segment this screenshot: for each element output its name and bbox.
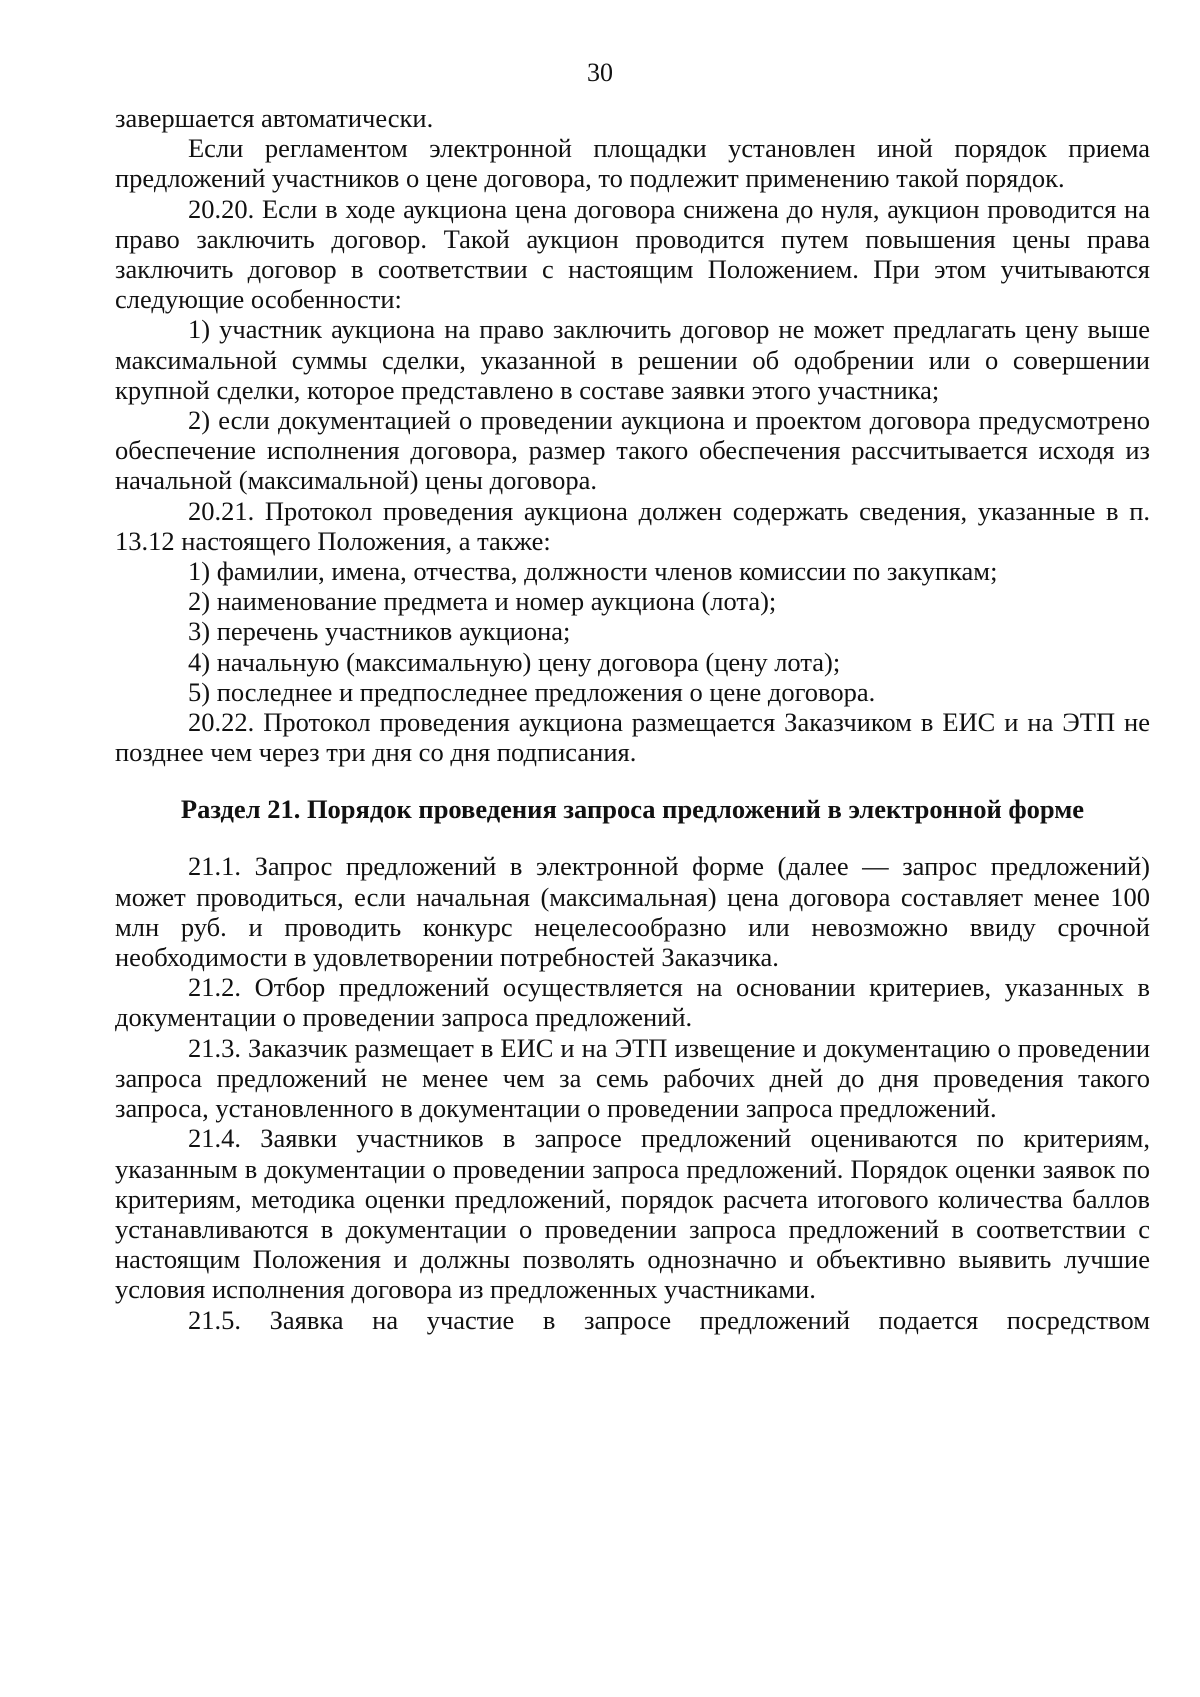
page-number: 30 (587, 58, 613, 87)
paragraph: 20.20. Если в ходе аукциона цена договора снижена до нуля, аукцион проводится на право заключить договор. Такой аукцион проводится путем повышения цены права заключить договор в соответствии с настоящим Положением. При этом учитываются следующие особенности: (115, 193, 1150, 315)
paragraph: 20.21. Протокол проведения аукциона должен содержать сведения, указанные в п. 13.12 настоящего Положения, а также: (115, 495, 1150, 556)
paragraph: 21.5. Заявка на участие в запросе предложений подается посредством (188, 1304, 1150, 1335)
paragraph: 1) фамилии, имена, отчества, должности членов комиссии по закупкам; (188, 556, 998, 587)
section-heading: Раздел 21. Порядок проведения запроса предложений в электронной форме (180, 794, 1085, 825)
paragraph: 20.22. Протокол проведения аукциона размещается Заказчиком в ЕИС и на ЭТП не позднее чем через три дня со дня подписания. (115, 707, 1150, 768)
paragraphs-before-section (115, 103, 1150, 767)
paragraph: 4) начальную (максимальную) цену договора (цену лота); (188, 646, 841, 677)
document-body (115, 103, 1150, 1335)
paragraph: Если регламентом электронной площадки установлен иной порядок приема предложений участников о цене договора, то подлежит применению такой порядок. (115, 133, 1150, 194)
paragraphs-after-section (115, 851, 1150, 1334)
paragraph: завершается автоматически. (115, 103, 434, 133)
paragraph: 21.4. Заявки участников в запросе предложений оцениваются по критериям, указанным в документации о проведении запроса предложений. Порядок оценки заявок по критериям, методика оценки предложений, порядок расчета итогового количества баллов устанавливаются в документации о проведении запроса предложений в соответствии с настоящим Положения и должны позволять однозначно и объективно выявить лучшие условия исполнения договора из предложенных участниками. (115, 1123, 1150, 1305)
paragraph: 21.3. Заказчик размещает в ЕИС и на ЭТП извещение и документацию о проведении запроса предложений не менее чем за семь рабочих дней до дня проведения такого запроса, установленного в документации о проведении запроса предложений. (115, 1032, 1150, 1124)
paragraph: 21.2. Отбор предложений осуществляется на основании критериев, указанных в документации о проведении запроса предложений. (115, 972, 1150, 1033)
paragraph: 3) перечень участников аукциона; (188, 616, 571, 647)
paragraph: 21.1. Запрос предложений в электронной форме (далее — запрос предложений) может проводиться, если начальная (максимальная) цена договора составляет менее 100 млн руб. и проводить конкурс нецелесообразно или невозможно ввиду срочной необходимости в удовлетворении потребностей Заказчика. (115, 851, 1150, 973)
paragraph: 1) участник аукциона на право заключить договор не может предлагать цену выше максимальной суммы сделки, указанной в решении об одобрении или о совершении крупной сделки, которое представлено в составе заявки этого участника; (115, 314, 1150, 405)
paragraph: 2) наименование предмета и номер аукциона (лота); (188, 586, 777, 617)
paragraph: 2) если документацией о проведении аукциона и проектом договора предусмотрено обеспечение исполнения договора, размер такого обеспечения рассчитывается исходя из начальной (максимальной) цены договора. (115, 405, 1150, 496)
paragraph: 5) последнее и предпоследнее предложения о цене договора. (188, 676, 876, 707)
